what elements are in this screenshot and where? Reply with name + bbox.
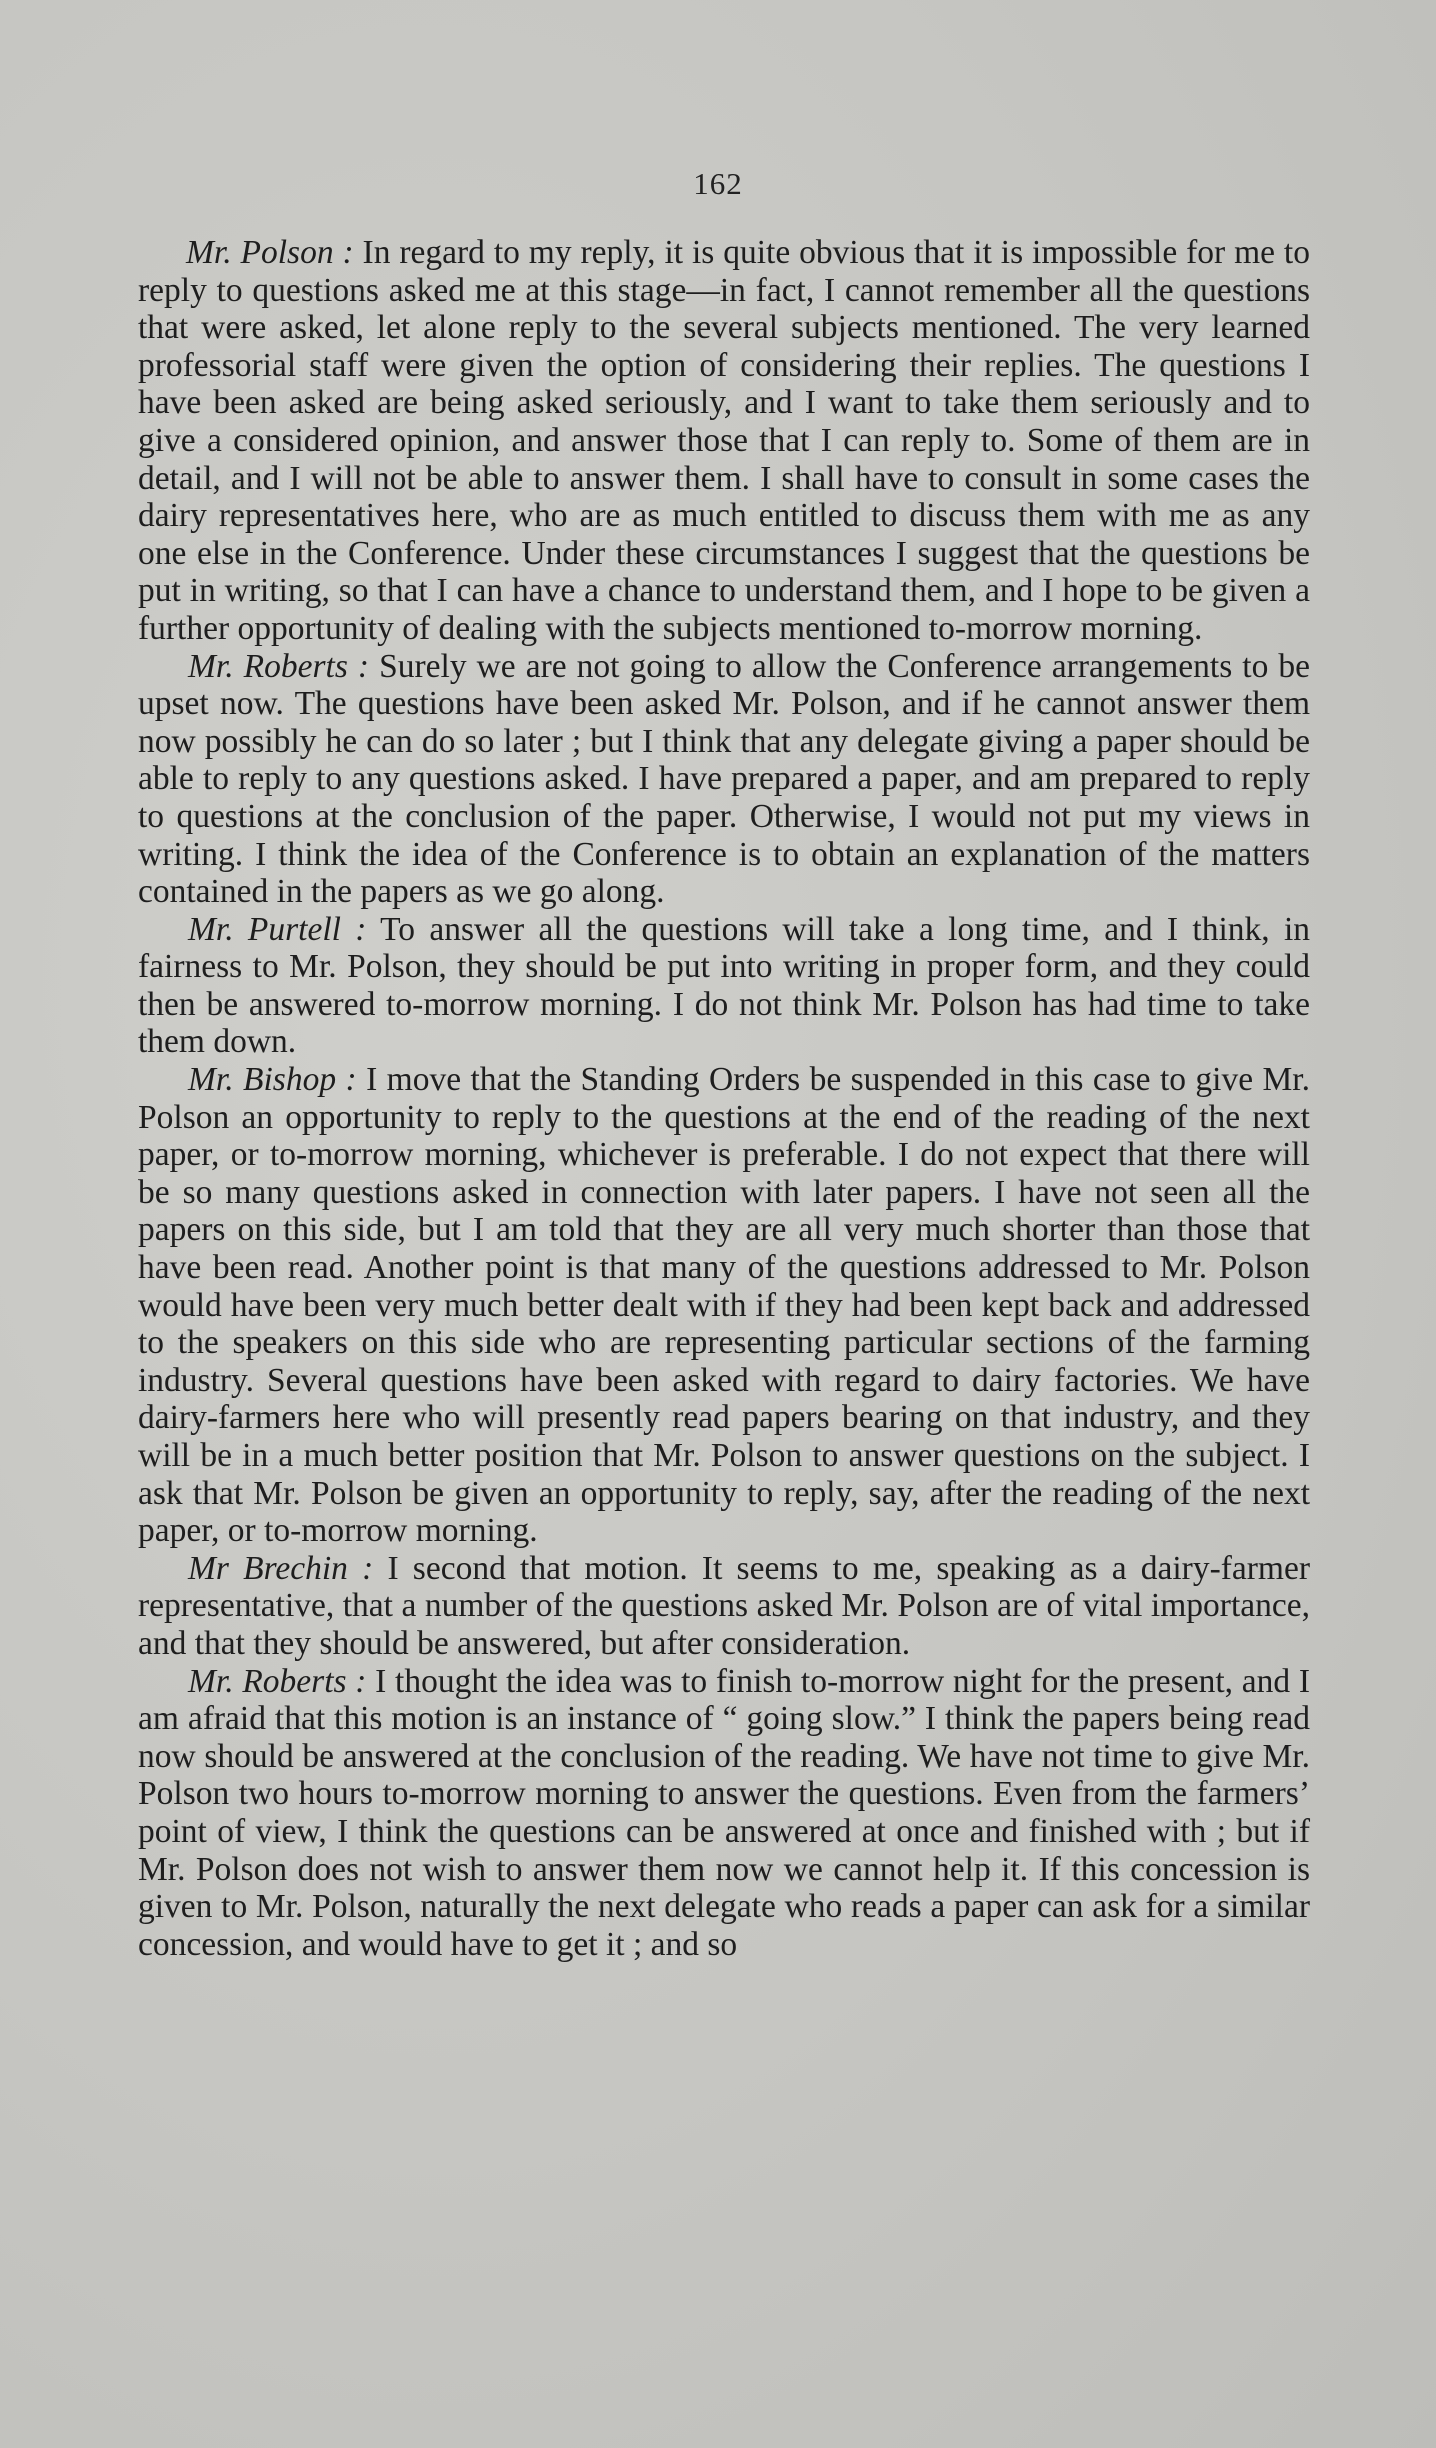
speaker-name: Mr. Bishop :: [188, 1061, 357, 1099]
paragraph-text: Surely we are not going to allow the Conference arrangements to be upset now. The questions have been asked Mr. Polson, and if he cannot answer them now possibly he can do so later ; but I think that any delegate giving a paper should be able to reply to any questions asked. I have prepared a paper, and am prepared to reply to questions at the conclusion of the paper. Otherwise, I would not put my views in writing. I think the idea of the Conference is to obtain an explanation of the matters contained in the papers as we go along.: [138, 647, 1310, 911]
paragraph-roberts-response: [138, 1663, 1310, 1964]
speaker-name: Mr. Polson :: [186, 234, 354, 271]
paragraph-text: I thought the idea was to finish to-morrow night for the present, and I am afraid that this motion is an instance of “ going slow.” I think the papers being read now should be answered at the conclusion of the reading. We have not time to give Mr. Polson two hours to-morrow morning to answer the questions. Even from the farmers’ point of view, I think the questions can be answered at once and finished with ; but if Mr. Polson does not wish to answer them now we cannot help it. If this concession is given to Mr. Polson, naturally the next delegate who reads a paper can ask for a similar concession, and would have to get it ; and so: [138, 1662, 1310, 1963]
speaker-name: Mr. Purtell :: [188, 910, 367, 948]
speaker-name: Mr. Roberts :: [188, 647, 370, 685]
paragraph-text: In regard to my reply, it is quite obvious that it is impossible for me to reply to questions asked me at this stage—in fact, I cannot remember all the questions that were asked, let alone reply to the several subjects mentioned. The very learned professorial staff were given the option of considering their replies. The questions I have been asked are being asked seriously, and I want to take them seriously and to give a considered opinion, and answer those that I can reply to. Some of them are in detail, and I will not be able to answer them. I shall have to consult in some cases the dairy representatives here, who are as much entitled to discuss them with me as any one else in the Conference. Under these circumstances I suggest that the questions be put in writing, so that I can have a chance to understand them, and I hope to be given a further opportunity of dealing with the subjects mentioned to-morrow morning.: [138, 234, 1310, 647]
speaker-name: Mr Brechin :: [188, 1549, 374, 1587]
page-number: 162: [693, 166, 743, 201]
speaker-name: Mr. Roberts :: [188, 1662, 367, 1700]
paragraph-brechin-second: [138, 1550, 1310, 1663]
paragraph-polson-reply: [138, 234, 1310, 648]
paragraph-text: To answer all the questions will take a long time, and I think, in fairness to Mr. Polson, they should be put into writing in proper form, and they could then be answered to-morrow morning. I do not think Mr. Polson has had time to take them down.: [138, 910, 1310, 1061]
body-text: [138, 234, 1310, 1963]
paragraph-text: I move that the Standing Orders be suspended in this case to give Mr. Polson an opportunity to reply to the questions at the end of the reading of the next paper, or to-morrow morning, whichever is preferable. I do not expect that there will be so many questions asked in connection with later papers. I have not seen all the papers on this side, but I am told that they are all very much shorter than those that have been read. Another point is that many of the questions addressed to Mr. Polson would have been very much better dealt with if they had been kept back and addressed to the speakers on this side who are representing particular sections of the farming industry. Several questions have been asked with regard to dairy factories. We have dairy-farmers here who will presently read papers bearing on that industry, and they will be in a much better position that Mr. Polson to answer questions on the subject. I ask that Mr. Polson be given an opportunity to reply, say, after the reading of the next paper, or to-morrow morning.: [138, 1061, 1310, 1550]
paragraph-text: I second that motion. It seems to me, speaking as a dairy-farmer representative, that a number of the questions asked Mr. Polson are of vital importance, and that they should be answered, but after consideration.: [138, 1549, 1310, 1662]
paragraph-roberts-objection: [138, 648, 1310, 911]
paragraph-bishop-motion: [138, 1061, 1310, 1550]
paragraph-purtell: [138, 911, 1310, 1061]
